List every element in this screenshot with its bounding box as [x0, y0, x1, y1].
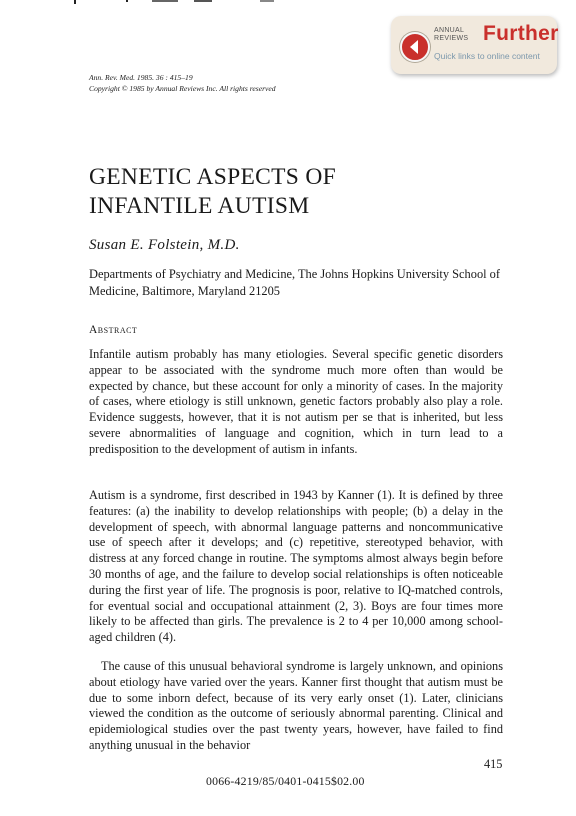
body-paragraph-2: The cause of this unusual behavioral syndrome is largely unknown, and opinions about etiology have varied over the years. Kanner first thought that autism must be due to some inborn defect, because of its very early onset (1). Later, clinicians viewed the condition as the outcome of seriously abnormal parenting. Clinical and epidemiological studies over the past twenty years, however, have failed to find anything unusual in the behavior [89, 659, 503, 752]
further-banner[interactable] [391, 16, 557, 74]
citation-block [89, 72, 276, 94]
article-code: 0066-4219/85/0401-0415$02.00 [206, 774, 365, 788]
publisher-line1: ANNUAL [434, 27, 465, 34]
author-name: Susan E. Folstein, M.D. [89, 237, 240, 253]
author-affiliation: Departments of Psychiatry and Medicine, The Johns Hopkins University School of Medicine, Baltimore, Maryland 21205 [89, 267, 501, 298]
copyright-line: Copyright © 1985 by Annual Reviews Inc. All rights reserved [89, 84, 276, 93]
page-number: 415 [484, 757, 503, 771]
further-title[interactable]: Further [483, 22, 559, 45]
publisher-line2: REVIEWS [434, 34, 469, 42]
title-line-1: GENETIC ASPECTS OF [89, 164, 336, 190]
abstract-heading: Abstract [89, 324, 138, 336]
title-line-2: INFANTILE AUTISM [89, 193, 310, 219]
article-title [89, 163, 336, 221]
abstract-text: Infantile autism probably has many etiologies. Several specific genetic disorders appear to be associated with the syndrome much more often than would be expected by chance, but these account for only a minority of cases. In the majority of cases, where etiology is still unknown, genetic factors probably also play a role. Evidence suggests, however, that it is not autism per se that is inherited, but less severe abnormalities of language and cognition, which in turn lead to a predisposition to the development of autism in infants. [89, 347, 503, 456]
quick-links-text[interactable]: Quick links to online content [434, 51, 540, 61]
annual-reviews-logo [434, 27, 468, 42]
body-paragraph-1: Autism is a syndrome, first described in 1943 by Kanner (1). It is defined by three features: (a) the inability to develop relationships with people; (b) a delay in the development of speech, with abnormal language patterns and noncommunicative use of speech after it develops; and (c) repetitive, stereotyped behavior, with distress at any forced change in routine. The symptoms almost always begin before 30 months of age, and the failure to develop social relationships is often noticeable during the first year of life. The prognosis is poor, relative to IQ-matched controls, for eventual social and occupational attainment (2, 3). Boys are four times more likely to be affected than girls. The prevalence is 2 to 4 per 10,000 among school-aged children (4). [89, 488, 503, 645]
scan-artifacts [60, 0, 320, 4]
play-back-icon[interactable] [400, 32, 430, 62]
journal-citation: Ann. Rev. Med. 1985. 36 : 415–19 [89, 73, 193, 82]
